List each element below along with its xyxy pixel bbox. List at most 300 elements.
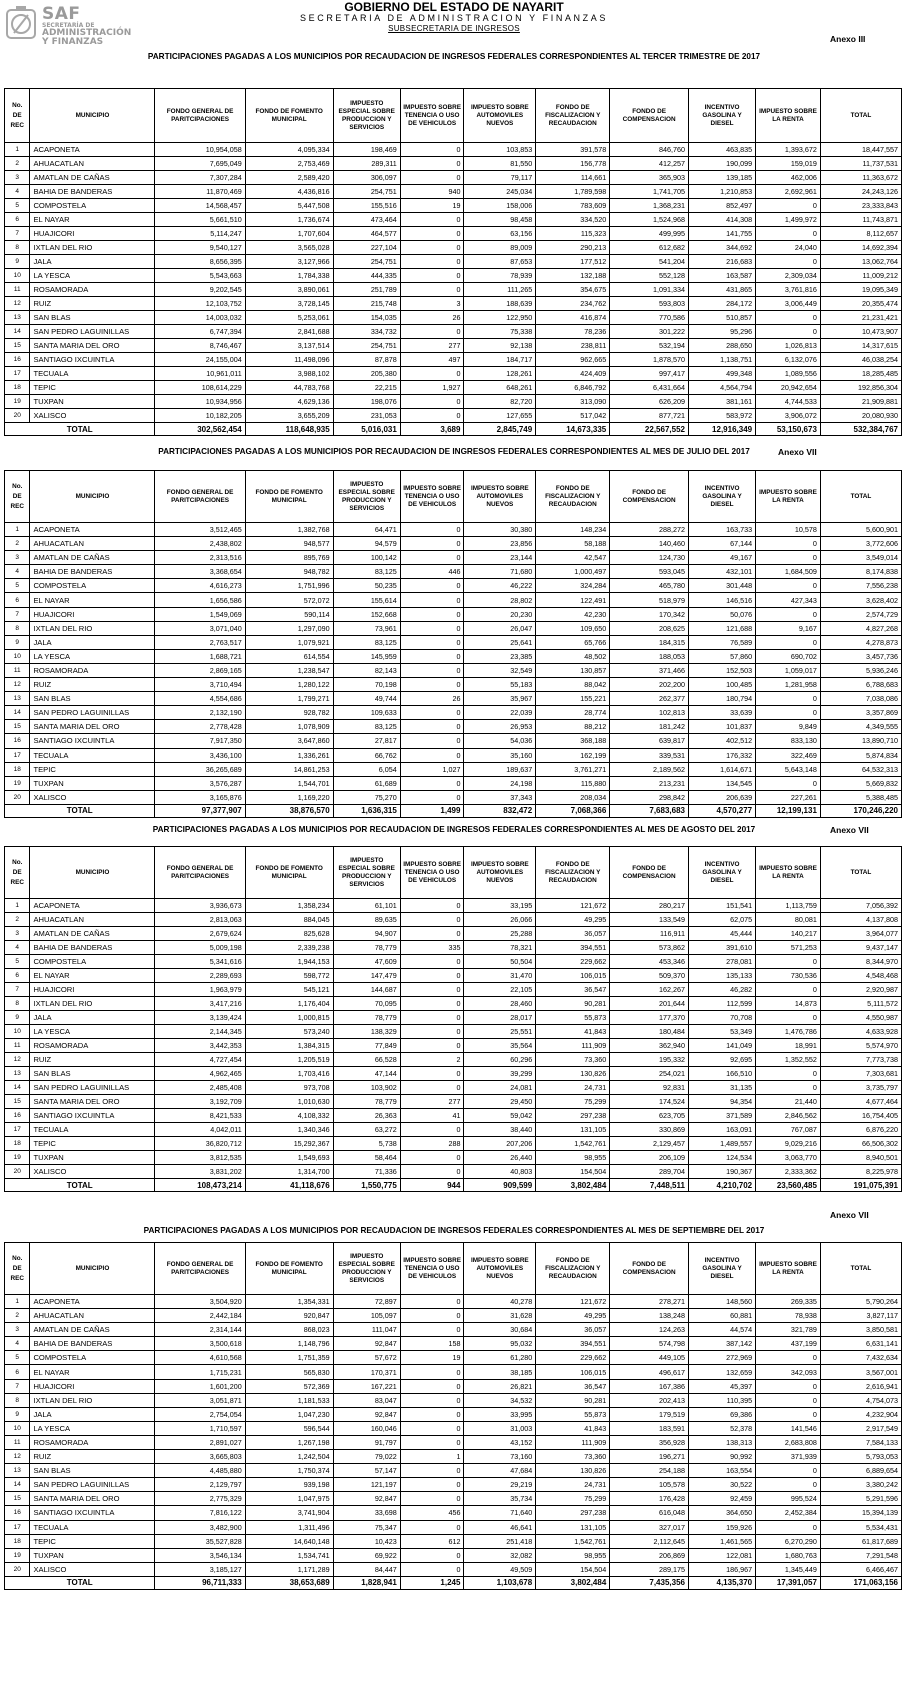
cell-c8: 92,459 [688,1492,755,1506]
cell-c4: 3 [400,297,464,311]
cell-c5: 184,717 [464,353,536,367]
table-row [5,720,902,734]
row-number: 5 [5,579,30,593]
row-number: 9 [5,1407,30,1421]
row-number: 10 [5,269,30,283]
table-row [5,537,902,551]
cell-c4: 0 [400,1309,464,1323]
municipio-name: SANTIAGO IXCUINTLA [30,1109,155,1123]
cell-c3: 83,125 [333,565,400,579]
cell-c1: 1,656,586 [155,593,245,607]
cell-c5: 32,549 [464,663,536,677]
cell-c1: 10,182,205 [155,409,245,423]
cell-c9: 0 [756,706,821,720]
table-row [5,1025,902,1039]
cell-c1: 6,747,394 [155,325,245,339]
cell-c2: 948,577 [245,537,333,551]
table-row [5,1464,902,1478]
cell-c10: 6,788,683 [820,678,901,692]
row-number: 2 [5,913,30,927]
cell-c1: 3,500,618 [155,1337,245,1351]
table-row [5,997,902,1011]
row-number: 15 [5,720,30,734]
cell-c1: 5,114,247 [155,227,245,241]
cell-c4: 0 [400,790,464,804]
cell-c10: 11,737,531 [820,157,901,171]
cell-c10: 16,754,405 [820,1109,901,1123]
cell-c3: 75,347 [333,1520,400,1534]
cell-c10: 5,291,596 [820,1492,901,1506]
row-number: 8 [5,1393,30,1407]
cell-c6: 6,846,792 [536,381,610,395]
cell-c1: 12,103,752 [155,297,245,311]
table-row [5,1337,902,1351]
cell-c1: 36,265,689 [155,762,245,776]
cell-c4: 0 [400,1123,464,1137]
cell-c10: 8,344,970 [820,955,901,969]
cell-c9: 0 [756,955,821,969]
municipio-name: TEPIC [30,1137,155,1151]
cell-c4: 19 [400,1351,464,1365]
table-row [5,1011,902,1025]
municipio-name: AHUACATLAN [30,913,155,927]
cell-c4: 0 [400,1407,464,1421]
cell-c5: 55,183 [464,678,536,692]
cell-c1: 14,003,032 [155,311,245,325]
row-number: 5 [5,1351,30,1365]
municipio-name: AMATLAN DE CAÑAS [30,551,155,565]
cell-c5: 54,036 [464,734,536,748]
cell-c2: 2,841,688 [245,325,333,339]
row-number: 10 [5,1025,30,1039]
cell-c3: 306,097 [333,171,400,185]
cell-c1: 8,746,467 [155,339,245,353]
municipio-name: TEPIC [30,1534,155,1548]
row-number: 3 [5,1323,30,1337]
cell-c1: 2,442,184 [155,1309,245,1323]
cell-c9: 437,199 [756,1337,821,1351]
municipio-name: COMPOSTELA [30,579,155,593]
row-number: 7 [5,983,30,997]
col-header-c8: INCENTIVO GASOLINA Y DIESEL [688,1243,755,1295]
cell-c2: 565,830 [245,1365,333,1379]
total-c8: 4,210,702 [688,1179,755,1192]
cell-c5: 35,734 [464,1492,536,1506]
cell-c8: 92,695 [688,1053,755,1067]
cell-c10: 3,457,736 [820,649,901,663]
row-number: 13 [5,692,30,706]
total-row [5,804,902,817]
cell-c1: 4,610,568 [155,1351,245,1365]
municipio-name: SANTA MARIA DEL ORO [30,339,155,353]
col-header-c1: FONDO GENERAL DE PARITCIPACIONES [155,847,245,899]
cell-c7: 289,704 [610,1165,689,1179]
cell-c9: 9,167 [756,621,821,635]
municipio-name: JALA [30,635,155,649]
table-row [5,269,902,283]
table-row [5,523,902,537]
cell-c5: 26,953 [464,720,536,734]
row-number: 11 [5,283,30,297]
cell-c8: 391,610 [688,941,755,955]
cell-c6: 106,015 [536,1365,610,1379]
cell-c1: 3,665,803 [155,1450,245,1464]
cell-c9: 371,939 [756,1450,821,1464]
cell-c4: 0 [400,227,464,241]
cell-c6: 88,042 [536,678,610,692]
cell-c6: 368,188 [536,734,610,748]
cell-c4: 0 [400,1435,464,1449]
cell-c8: 69,386 [688,1407,755,1421]
table-row [5,1421,902,1435]
cell-c6: 24,731 [536,1081,610,1095]
cell-c3: 27,817 [333,734,400,748]
col-header-no [5,471,30,523]
cell-c5: 128,261 [464,367,536,381]
cell-c10: 7,556,238 [820,579,901,593]
cell-c10: 20,080,930 [820,409,901,423]
municipio-name: LA YESCA [30,1421,155,1435]
row-number: 17 [5,1520,30,1534]
cell-c2: 895,769 [245,551,333,565]
cell-c9: 0 [756,325,821,339]
table-row [5,1548,902,1562]
cell-c5: 31,003 [464,1421,536,1435]
cell-c3: 77,849 [333,1039,400,1053]
cell-c10: 19,095,349 [820,283,901,297]
cell-c8: 152,503 [688,663,755,677]
cell-c10: 4,633,928 [820,1025,901,1039]
table-row [5,157,902,171]
municipio-name: AHUACATLAN [30,1309,155,1323]
cell-c10: 46,038,254 [820,353,901,367]
row-number: 17 [5,367,30,381]
table-row [5,692,902,706]
cell-c4: 0 [400,1165,464,1179]
col-header-no-part: DE [12,111,22,119]
cell-c10: 14,317,615 [820,339,901,353]
col-header-no-part: REC [10,878,24,886]
cell-c6: 783,609 [536,199,610,213]
cell-c9: 1,113,759 [756,899,821,913]
cell-c8: 124,534 [688,1151,755,1165]
cell-c4: 41 [400,1109,464,1123]
table-row [5,1081,902,1095]
table-header-row [5,89,902,143]
cell-c9: 1,281,958 [756,678,821,692]
cell-c8: 414,308 [688,213,755,227]
cell-c3: 198,076 [333,395,400,409]
cell-c1: 7,695,049 [155,157,245,171]
table-row [5,1393,902,1407]
municipio-name: AMATLAN DE CAÑAS [30,927,155,941]
table-row [5,663,902,677]
municipio-name: SANTIAGO IXCUINTLA [30,353,155,367]
cell-c6: 78,236 [536,325,610,339]
cell-c1: 3,185,127 [155,1562,245,1576]
col-header-c5: IMPUESTO SOBRE AUTOMOVILES NUEVOS [464,847,536,899]
cell-c10: 11,009,212 [820,269,901,283]
cell-c10: 2,917,549 [820,1421,901,1435]
cell-c6: 234,762 [536,297,610,311]
cell-c8: 163,091 [688,1123,755,1137]
cell-c4: 0 [400,157,464,171]
cell-c1: 4,554,686 [155,692,245,706]
cell-c5: 35,967 [464,692,536,706]
cell-c4: 497 [400,353,464,367]
cell-c5: 40,278 [464,1295,536,1309]
cell-c3: 69,922 [333,1548,400,1562]
cell-c8: 57,860 [688,649,755,663]
cell-c6: 229,662 [536,1351,610,1365]
section-title: PARTICIPACIONES PAGADAS A LOS MUNICIPIOS POR RECAUDACION DE INGRESOS FEDERALES CORRESPONDIENTES AL MES DE JULIO DEL 2017 [158,447,750,456]
cell-c4: 0 [400,593,464,607]
cell-c6: 130,826 [536,1067,610,1081]
cell-c7: 180,484 [610,1025,689,1039]
table-row [5,790,902,804]
cell-c6: 41,843 [536,1421,610,1435]
cell-c10: 4,754,073 [820,1393,901,1407]
cell-c10: 5,874,834 [820,748,901,762]
cell-c1: 2,313,516 [155,551,245,565]
col-header-no [5,89,30,143]
cell-c4: 0 [400,255,464,269]
cell-c7: 202,200 [610,678,689,692]
cell-c10: 3,735,797 [820,1081,901,1095]
col-header-c4: IMPUESTO SOBRE TENENCIA O USO DE VEHICULOS [400,471,464,523]
cell-c7: 278,271 [610,1295,689,1309]
cell-c6: 962,665 [536,353,610,367]
row-number: 18 [5,1137,30,1151]
cell-c8: 4,564,794 [688,381,755,395]
cell-c1: 7,816,122 [155,1506,245,1520]
cell-c2: 614,554 [245,649,333,663]
municipio-name: SANTA MARIA DEL ORO [30,1095,155,1109]
municipio-name: SANTIAGO IXCUINTLA [30,1506,155,1520]
municipio-name: TEPIC [30,381,155,395]
cell-c1: 2,679,624 [155,927,245,941]
cell-c10: 5,936,246 [820,663,901,677]
col-header-c9: IMPUESTO SOBRE LA RENTA [756,471,821,523]
cell-c6: 114,661 [536,171,610,185]
cell-c8: 44,574 [688,1323,755,1337]
cell-c5: 40,803 [464,1165,536,1179]
cell-c8: 159,926 [688,1520,755,1534]
cell-c2: 1,297,090 [245,621,333,635]
cell-c8: 371,589 [688,1109,755,1123]
cell-c7: 176,428 [610,1492,689,1506]
cell-c4: 0 [400,579,464,593]
cell-c7: 195,332 [610,1053,689,1067]
cell-c1: 108,614,229 [155,381,245,395]
cell-c9: 269,335 [756,1295,821,1309]
col-header-c10: TOTAL [820,471,901,523]
cell-c4: 0 [400,1464,464,1478]
cell-c7: 496,617 [610,1365,689,1379]
cell-c4: 456 [400,1506,464,1520]
municipio-name: XALISCO [30,1165,155,1179]
total-c9: 17,391,057 [756,1576,821,1589]
total-c8: 4,135,370 [688,1576,755,1589]
cell-c3: 231,053 [333,409,400,423]
cell-c4: 0 [400,171,464,185]
cell-c2: 1,944,153 [245,955,333,969]
cell-c6: 131,105 [536,1520,610,1534]
row-number: 8 [5,997,30,1011]
cell-c6: 156,778 [536,157,610,171]
row-number: 11 [5,663,30,677]
municipio-name: SAN BLAS [30,1464,155,1478]
total-c7: 22,567,552 [610,423,689,436]
cell-c2: 3,647,860 [245,734,333,748]
cell-c2: 1,047,230 [245,1407,333,1421]
cell-c4: 0 [400,706,464,720]
cell-c7: 184,315 [610,635,689,649]
cell-c9: 20,942,654 [756,381,821,395]
total-c3: 1,550,775 [333,1179,400,1192]
table-row [5,1295,902,1309]
table-row [5,635,902,649]
cell-c7: 365,903 [610,171,689,185]
cell-c2: 1,736,674 [245,213,333,227]
cell-c10: 8,940,501 [820,1151,901,1165]
municipio-name: ACAPONETA [30,143,155,157]
cell-c8: 45,444 [688,927,755,941]
cell-c5: 35,564 [464,1039,536,1053]
cell-c10: 6,631,141 [820,1337,901,1351]
municipio-name: AMATLAN DE CAÑAS [30,171,155,185]
cell-c6: 229,662 [536,955,610,969]
cell-c3: 78,779 [333,1011,400,1025]
cell-c9: 6,270,290 [756,1534,821,1548]
municipio-name: SAN BLAS [30,692,155,706]
cell-c5: 95,032 [464,1337,536,1351]
row-number: 20 [5,409,30,423]
row-number: 19 [5,1151,30,1165]
cell-c9: 0 [756,776,821,790]
cell-c9: 2,846,562 [756,1109,821,1123]
table-row [5,297,902,311]
cell-c5: 37,343 [464,790,536,804]
total-c7: 7,683,683 [610,804,689,817]
table-row [5,1492,902,1506]
municipio-name: JALA [30,1011,155,1025]
total-row [5,423,902,436]
cell-c4: 0 [400,1025,464,1039]
cell-c9: 0 [756,635,821,649]
cell-c9: 0 [756,1393,821,1407]
cell-c1: 3,512,465 [155,523,245,537]
total-c1: 108,473,214 [155,1179,245,1192]
cell-c9: 0 [756,1081,821,1095]
col-header-no-part: REC [10,121,24,129]
cell-c9: 3,906,072 [756,409,821,423]
cell-c1: 5,661,510 [155,213,245,227]
cell-c8: 180,794 [688,692,755,706]
cell-c9: 995,524 [756,1492,821,1506]
cell-c9: 0 [756,227,821,241]
table-row [5,1309,902,1323]
cell-c6: 238,811 [536,339,610,353]
cell-c10: 64,532,313 [820,762,901,776]
row-number: 4 [5,941,30,955]
cell-c3: 155,614 [333,593,400,607]
cell-c5: 60,296 [464,1053,536,1067]
cell-c3: 155,516 [333,199,400,213]
municipio-name: SAN PEDRO LAGUINILLAS [30,325,155,339]
table-row [5,1067,902,1081]
row-number: 13 [5,1067,30,1081]
cell-c2: 1,358,234 [245,899,333,913]
cell-c8: 1,614,671 [688,762,755,776]
cell-c3: 22,215 [333,381,400,395]
cell-c4: 26 [400,311,464,325]
cell-c10: 5,534,431 [820,1520,901,1534]
cell-c10: 13,890,710 [820,734,901,748]
cell-c7: 105,578 [610,1478,689,1492]
municipio-name: TECUALA [30,1123,155,1137]
participaciones-table [4,1242,902,1590]
cell-c6: 98,955 [536,1548,610,1562]
cell-c5: 34,532 [464,1393,536,1407]
table-header-row [5,1243,902,1295]
cell-c1: 3,546,134 [155,1548,245,1562]
cell-c2: 2,753,469 [245,157,333,171]
cell-c5: 71,680 [464,565,536,579]
col-header-c3: IMPUESTO ESPECIAL SOBRE PRODUCCION Y SERVICIOS [333,89,400,143]
cell-c2: 1,176,404 [245,997,333,1011]
col-header-c3: IMPUESTO ESPECIAL SOBRE PRODUCCION Y SERVICIOS [333,1243,400,1295]
total-c4: 1,245 [400,1576,464,1589]
cell-c9: 2,333,362 [756,1165,821,1179]
municipio-name: TEPIC [30,762,155,776]
cell-c10: 21,909,881 [820,395,901,409]
cell-c3: 71,336 [333,1165,400,1179]
municipio-name: EL NAYAR [30,969,155,983]
cell-c7: 133,549 [610,913,689,927]
table-row [5,1534,902,1548]
cell-c2: 868,023 [245,1323,333,1337]
cell-c9: 1,680,763 [756,1548,821,1562]
total-c5: 2,845,749 [464,423,536,436]
table-row [5,762,902,776]
cell-c1: 1,715,231 [155,1365,245,1379]
municipio-name: HUAJICORI [30,983,155,997]
cell-c7: 188,053 [610,649,689,663]
cell-c9: 1,059,017 [756,663,821,677]
cell-c4: 0 [400,1039,464,1053]
cell-c2: 4,436,816 [245,185,333,199]
cell-c5: 87,653 [464,255,536,269]
cell-c3: 70,095 [333,997,400,1011]
cell-c8: 510,857 [688,311,755,325]
cell-c2: 928,782 [245,706,333,720]
municipio-name: SAN PEDRO LAGUINILLAS [30,706,155,720]
cell-c6: 154,504 [536,1562,610,1576]
table-header-row [5,471,902,523]
cell-c7: 626,209 [610,395,689,409]
cell-c1: 4,616,273 [155,579,245,593]
cell-c10: 6,876,220 [820,1123,901,1137]
cell-c6: 109,650 [536,621,610,635]
cell-c7: 177,370 [610,1011,689,1025]
cell-c2: 1,354,331 [245,1295,333,1309]
row-number: 1 [5,143,30,157]
cell-c3: 145,959 [333,649,400,663]
cell-c8: 163,733 [688,523,755,537]
row-number: 16 [5,734,30,748]
cell-c10: 5,388,485 [820,790,901,804]
